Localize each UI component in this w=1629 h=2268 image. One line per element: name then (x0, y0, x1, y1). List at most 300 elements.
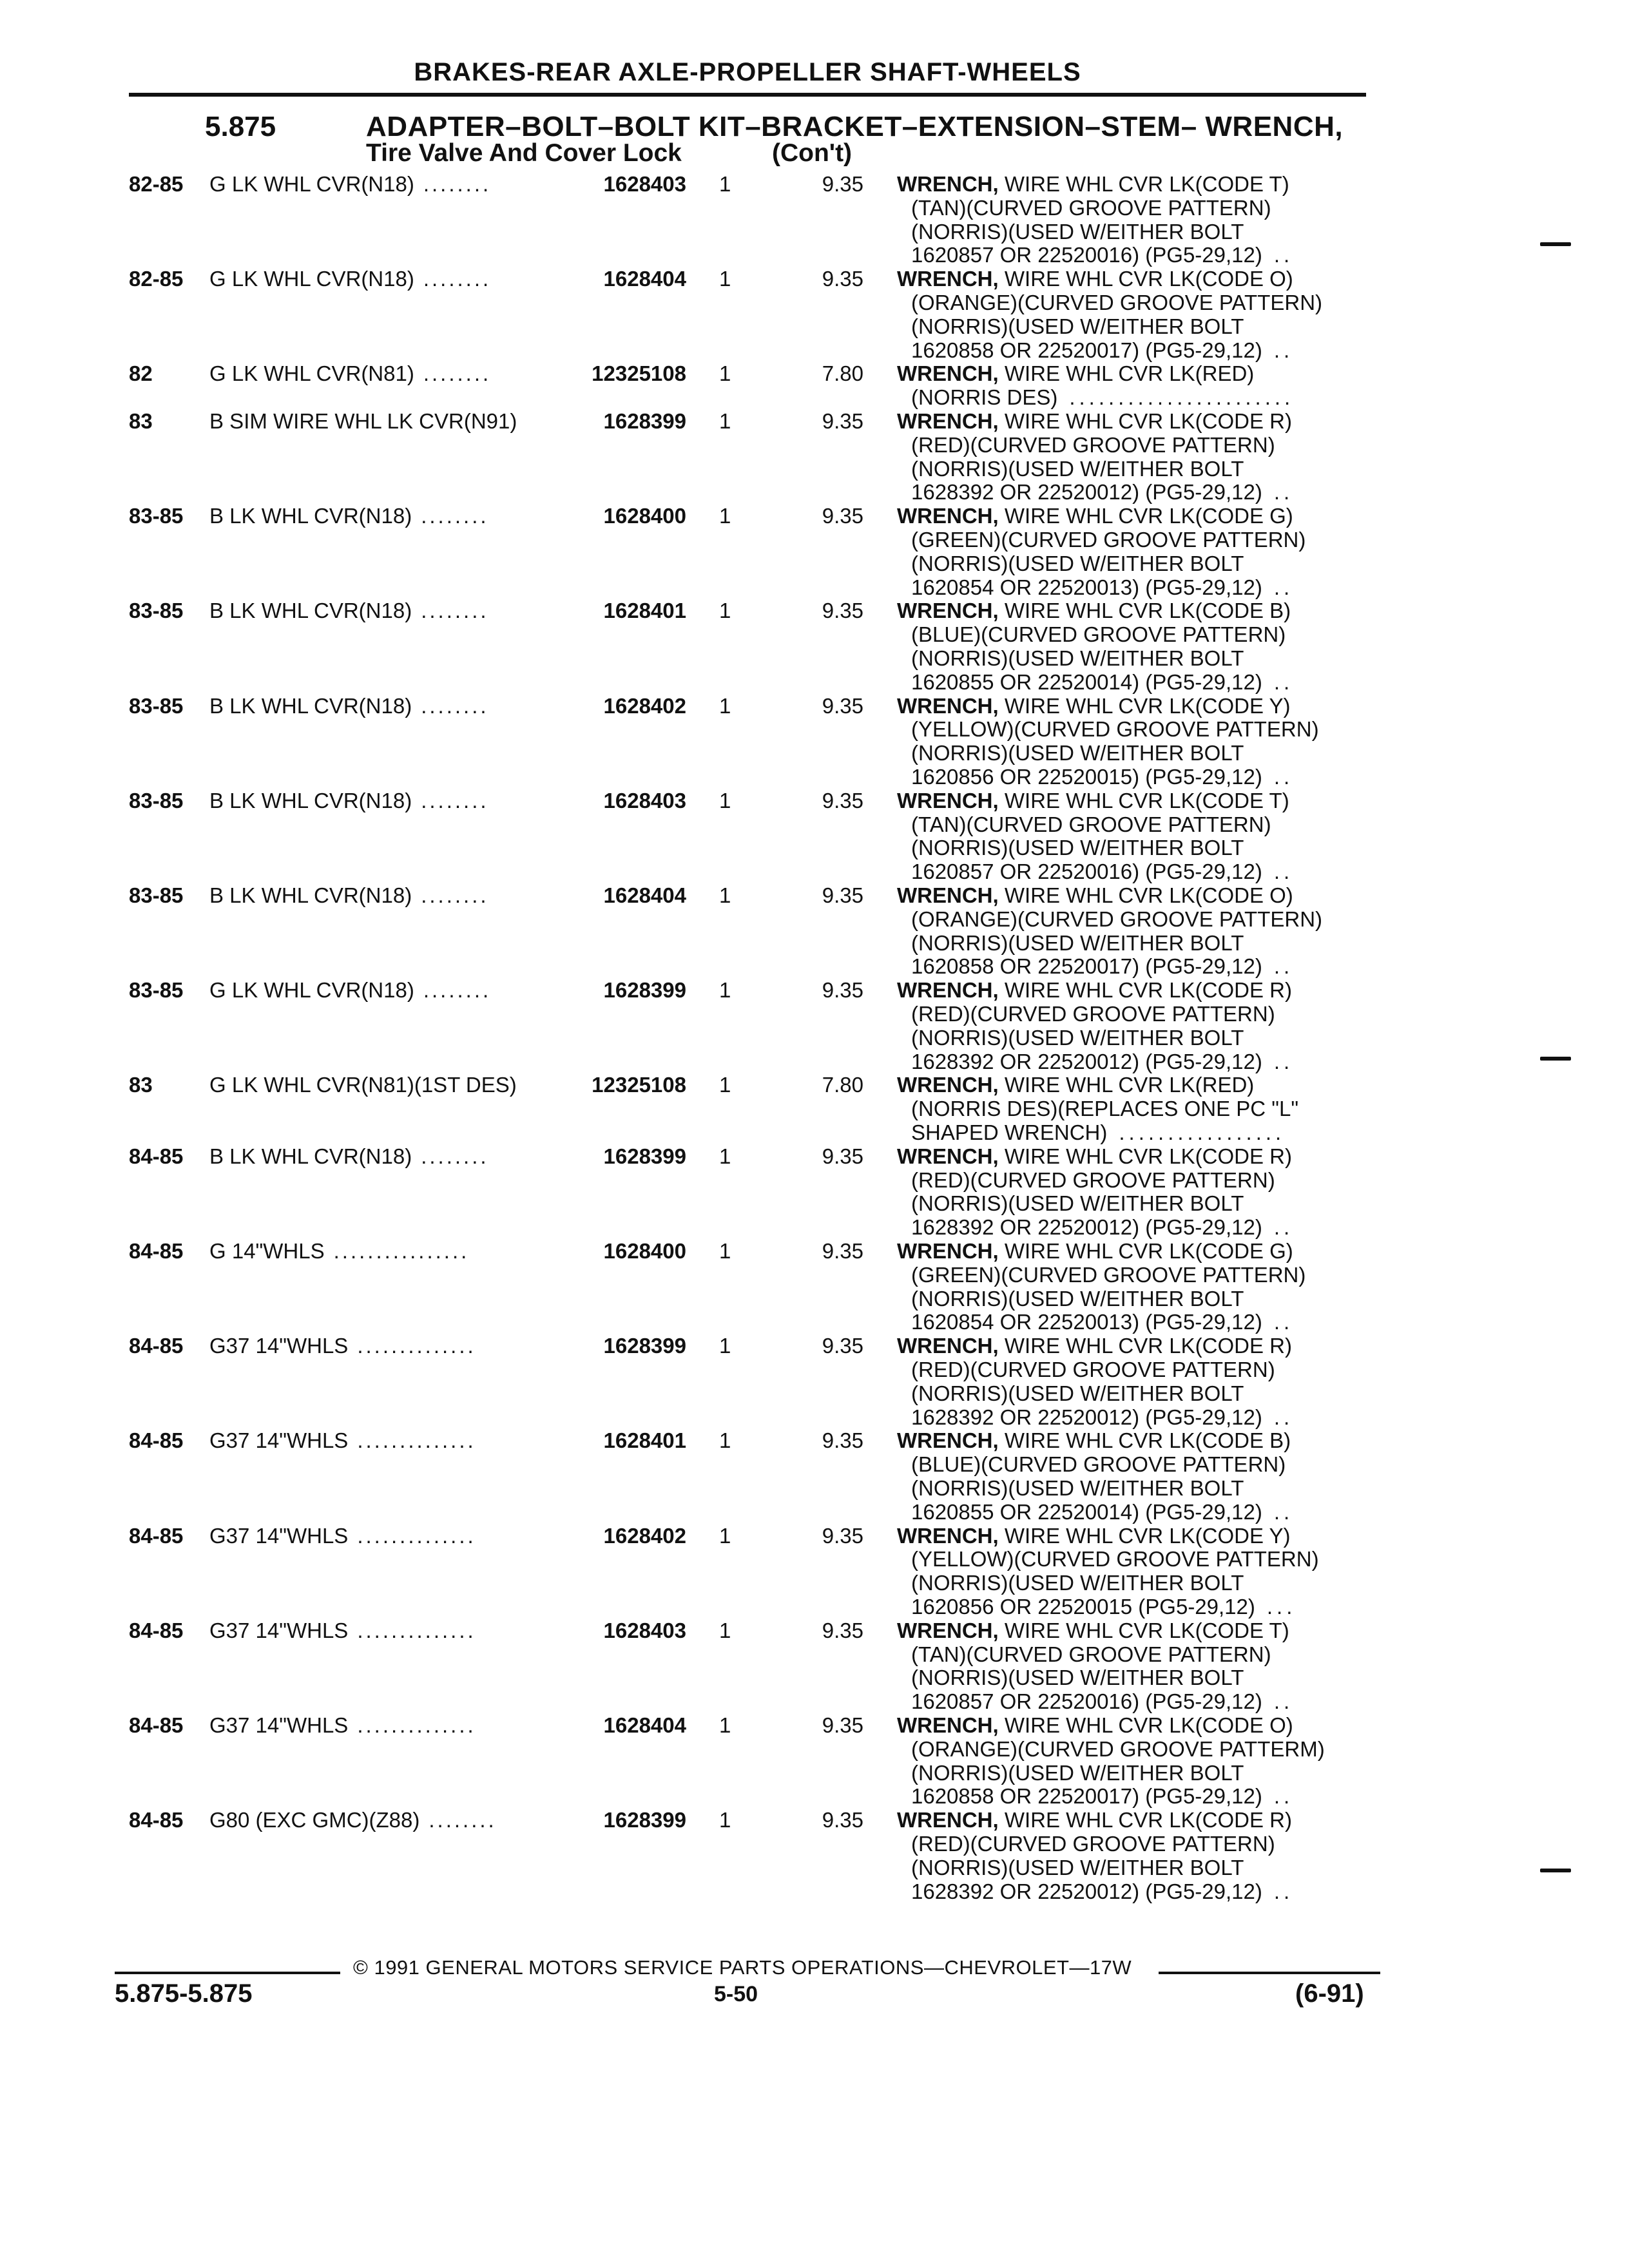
description-text: (BLUE)(CURVED GROOVE PATTERN) (911, 622, 1286, 647)
description-text: 1620857 OR 22520016) (PG5-29,12) (911, 860, 1262, 884)
leader-dots: ........ (423, 361, 492, 386)
application (209, 1334, 476, 1358)
description-line (911, 1785, 1325, 1809)
leader-dots: ........ (421, 504, 489, 528)
description-line (897, 599, 1291, 623)
description-text: 1628392 OR 22520012) (PG5-29,12) (911, 1049, 1262, 1073)
description-line (897, 410, 1292, 434)
description-line (911, 1026, 1306, 1050)
leader-dots: .............. (357, 1618, 476, 1642)
model-years: 84-85 (129, 1428, 184, 1453)
leader-dots: .. (1273, 1879, 1294, 1903)
part-number: 1628399 (603, 978, 686, 1003)
description-line (911, 291, 1322, 315)
description-text: WIRE WHL CVR LK(CODE R) (998, 409, 1292, 433)
leader-dots: ........ (421, 693, 489, 718)
price: 9.35 (822, 1428, 863, 1453)
application-text: G LK WHL CVR(N18) (209, 267, 414, 291)
description-line (911, 1050, 1306, 1074)
section-number: 5.875 (205, 111, 276, 142)
application (209, 1240, 469, 1264)
description-text: WIRE WHL CVR LK(CODE B) (998, 1428, 1291, 1453)
description-line (911, 1311, 1307, 1334)
price: 9.35 (822, 1144, 863, 1168)
description-keyword: WRENCH, (897, 978, 999, 1003)
part-number: 1628404 (603, 1713, 686, 1737)
price: 9.35 (822, 1808, 863, 1832)
description-line (911, 908, 1322, 932)
description-text: WIRE WHL CVR LK(CODE R) (998, 978, 1292, 1003)
description-text: (GREEN)(CURVED GROOVE PATTERN) (911, 527, 1306, 552)
description-line (911, 1287, 1307, 1311)
description-line (911, 1382, 1306, 1406)
description-keyword: WRENCH, (897, 1713, 999, 1737)
footer-section-range: 5.875-5.875 (115, 1979, 253, 2008)
leader-dots: ........ (423, 172, 492, 196)
description (897, 788, 1294, 884)
quantity: 1 (719, 1073, 731, 1097)
application-text: G LK WHL CVR(N81)(1ST DES) (209, 1073, 517, 1097)
description-text: SHAPED WRENCH) (911, 1120, 1108, 1144)
description-line (911, 1097, 1298, 1121)
description-line (911, 671, 1305, 695)
description-text: (NORRIS)(USED W/EITHER BOLT (911, 1475, 1244, 1500)
description-text: 1628392 OR 22520012) (PG5-29,12) (911, 1215, 1262, 1240)
part-number: 1628399 (603, 1334, 686, 1358)
leader-dots: ........ (421, 883, 489, 907)
description-keyword: WRENCH, (897, 504, 999, 528)
price: 9.35 (822, 1713, 863, 1737)
description-keyword: WRENCH, (897, 1523, 999, 1548)
part-number: 1628400 (603, 1239, 686, 1263)
leader-dots: .............. (357, 1334, 476, 1358)
description-text: (ORANGE)(CURVED GROOVE PATTERN) (911, 907, 1323, 931)
section-title: ADAPTER–BOLT–BOLT KIT–BRACKET–EXTENSION–STEM– WRENCH, (366, 111, 1344, 142)
part-number: 1628404 (603, 883, 686, 907)
description-text: WIRE WHL CVR LK(RED) (998, 361, 1255, 386)
description-line (911, 1264, 1307, 1287)
description-line (911, 528, 1307, 552)
description-keyword: WRENCH, (897, 1808, 999, 1832)
description-line (911, 1406, 1306, 1430)
application-text: G37 14"WHLS (209, 1713, 349, 1737)
description-text: (NORRIS)(USED W/EITHER BOLT (911, 219, 1244, 244)
description-line (897, 789, 1289, 813)
quantity: 1 (719, 693, 731, 718)
description-line (911, 1571, 1319, 1595)
footer-page-number: 5-50 (714, 1982, 758, 2006)
description-line (911, 1643, 1304, 1667)
part-number: 1628402 (603, 693, 686, 718)
description-keyword: WRENCH, (897, 1428, 999, 1453)
application-text: B LK WHL CVR(N18) (209, 693, 412, 718)
description-keyword: WRENCH, (897, 788, 999, 812)
description-text: 1620858 OR 22520017) (PG5-29,12) (911, 1784, 1262, 1809)
leader-dots: .. (1273, 1499, 1294, 1524)
description-text: WIRE WHL CVR LK(CODE R) (998, 1334, 1292, 1358)
description-line (897, 1524, 1305, 1548)
footer-rule (1159, 1972, 1380, 1974)
description-line (911, 1477, 1305, 1501)
description-line (911, 481, 1306, 505)
application (209, 1809, 497, 1832)
quantity: 1 (719, 599, 731, 623)
quantity: 1 (719, 1428, 731, 1453)
description-line (911, 1216, 1306, 1240)
description-text: 1620858 OR 22520017) (PG5-29,12) (911, 338, 1262, 362)
model-years: 84-85 (129, 1808, 184, 1832)
description-text: (NORRIS)(USED W/EITHER BOLT (911, 1855, 1244, 1879)
application-text: G 14"WHLS (209, 1239, 325, 1263)
application-text: B LK WHL CVR(N18) (209, 504, 412, 528)
quantity: 1 (719, 788, 731, 812)
model-years: 83 (129, 1073, 153, 1097)
description-text: (RED)(CURVED GROOVE PATTERN) (911, 1168, 1275, 1192)
description-line (911, 552, 1307, 576)
leader-dots: .. (1273, 860, 1294, 884)
application (209, 979, 491, 1003)
description (897, 1145, 1292, 1240)
description-keyword: WRENCH, (897, 1073, 999, 1097)
description (897, 504, 1306, 599)
application (209, 695, 489, 718)
description-text: (RED)(CURVED GROOVE PATTERN) (911, 1831, 1275, 1856)
description-text: 1620857 OR 22520016) (PG5-29,12) (911, 1689, 1262, 1714)
leader-dots: ................. (1119, 1120, 1286, 1144)
description-text: (TAN)(CURVED GROOVE PATTERN) (911, 195, 1271, 220)
description-line (911, 1666, 1304, 1690)
description-text: WIRE WHL CVR LK(CODE G) (998, 504, 1293, 528)
description-text: (ORANGE)(CURVED GROOVE PATTERN) (911, 290, 1323, 314)
model-years: 84-85 (129, 1713, 184, 1737)
description-line (911, 742, 1319, 765)
description-line (911, 1453, 1305, 1477)
price: 9.35 (822, 267, 863, 291)
description-text: WIRE WHL CVR LK(CODE R) (998, 1144, 1292, 1168)
leader-dots: .. (1273, 1049, 1294, 1073)
part-number: 1628399 (603, 1808, 686, 1832)
description-line (911, 244, 1304, 267)
application-text: G80 (EXC GMC)(Z88) (209, 1808, 420, 1832)
quantity: 1 (719, 409, 731, 433)
description-text: WIRE WHL CVR LK(CODE T) (998, 788, 1289, 812)
price: 9.35 (822, 1618, 863, 1642)
application-text: B LK WHL CVR(N18) (209, 599, 412, 623)
quantity: 1 (719, 978, 731, 1003)
description-text: 1620855 OR 22520014) (PG5-29,12) (911, 669, 1262, 694)
price: 7.80 (822, 361, 863, 386)
description (897, 361, 1295, 410)
description-line (911, 576, 1307, 600)
page-header (129, 57, 1366, 97)
model-years: 83-85 (129, 978, 184, 1003)
description-line (897, 1240, 1293, 1264)
description-text: WIRE WHL CVR LK(RED) (998, 1073, 1255, 1097)
margin-mark (1540, 1869, 1571, 1872)
margin-mark (1540, 242, 1571, 246)
description-text: (BLUE)(CURVED GROOVE PATTERN) (911, 1452, 1286, 1477)
description-text: (NORRIS)(USED W/EITHER BOLT (911, 1381, 1244, 1405)
description-text: WIRE WHL CVR LK(CODE Y) (998, 1523, 1291, 1548)
description (897, 883, 1323, 979)
application-text: G LK WHL CVR(N18) (209, 172, 414, 196)
model-years: 83 (129, 409, 153, 433)
description-keyword: WRENCH, (897, 1334, 999, 1358)
application (209, 1429, 476, 1453)
description-text: (NORRIS DES)(REPLACES ONE PC "L" (911, 1097, 1299, 1121)
application-text: G37 14"WHLS (209, 1334, 349, 1358)
section-subtitle: Tire Valve And Cover Lock (366, 139, 682, 167)
description-text: (NORRIS DES) (911, 385, 1058, 410)
description-text: (YELLOW)(CURVED GROOVE PATTERN) (911, 717, 1319, 742)
leader-dots: .. (1273, 243, 1294, 267)
application-text: G LK WHL CVR(N18) (209, 978, 414, 1003)
description-text: (NORRIS)(USED W/EITHER BOLT (911, 314, 1244, 338)
model-years: 84-85 (129, 1144, 184, 1168)
price: 9.35 (822, 1334, 863, 1358)
margin-mark (1540, 1057, 1571, 1061)
description-text: (NORRIS)(USED W/EITHER BOLT (911, 836, 1244, 860)
description-line (911, 860, 1304, 884)
description-text: WIRE WHL CVR LK(CODE Y) (998, 693, 1291, 718)
application (209, 505, 489, 528)
description-line (897, 362, 1280, 386)
header-rule (129, 93, 1366, 97)
description-line (911, 1880, 1306, 1904)
description-text: (NORRIS)(USED W/EITHER BOLT (911, 741, 1244, 765)
description-text: (ORANGE)(CURVED GROOVE PATTERM) (911, 1736, 1325, 1761)
description-line (897, 1714, 1311, 1738)
leader-dots: .. (1273, 1310, 1294, 1334)
part-number: 1628403 (603, 788, 686, 812)
description-text: WIRE WHL CVR LK(CODE G) (998, 1239, 1293, 1263)
page-title: BRAKES-REAR AXLE-PROPELLER SHAFT-WHEELS (414, 58, 1081, 86)
description-line (897, 695, 1305, 718)
description-keyword: WRENCH, (897, 1618, 999, 1642)
description-text: (NORRIS)(USED W/EITHER BOLT (911, 930, 1244, 955)
footer-rule (115, 1972, 340, 1974)
description-text: (NORRIS)(USED W/EITHER BOLT (911, 1191, 1244, 1216)
description-text: 1620854 OR 22520013) (PG5-29,12) (911, 575, 1262, 599)
model-years: 84-85 (129, 1334, 184, 1358)
leader-dots: .............. (357, 1428, 476, 1453)
description-text: WIRE WHL CVR LK(CODE O) (998, 267, 1293, 291)
quantity: 1 (719, 361, 731, 386)
leader-dots: .. (1273, 1215, 1294, 1240)
leader-dots: ........ (421, 1144, 489, 1168)
application (209, 1524, 476, 1548)
description-line (911, 623, 1305, 647)
application-text: G LK WHL CVR(N81) (209, 361, 414, 386)
description-line (911, 813, 1304, 837)
description-text: 1628392 OR 22520012) (PG5-29,12) (911, 1879, 1262, 1903)
quantity: 1 (719, 1713, 731, 1737)
description-text: 1620856 OR 22520015) (PG5-29,12) (911, 764, 1262, 789)
application (209, 1073, 517, 1097)
description-line (897, 1619, 1289, 1643)
description-line (897, 1145, 1292, 1169)
quantity: 1 (719, 1523, 731, 1548)
description-text: (NORRIS)(USED W/EITHER BOLT (911, 1760, 1244, 1785)
description-keyword: WRENCH, (897, 1239, 999, 1263)
description-line (911, 1856, 1306, 1880)
price: 9.35 (822, 788, 863, 812)
footer-copyright: © 1991 GENERAL MOTORS SERVICE PARTS OPERATIONS—CHEVROLET—17W (353, 1956, 1132, 1979)
description (897, 267, 1323, 362)
part-number: 1628401 (603, 599, 686, 623)
description-line (911, 1192, 1306, 1216)
application (209, 789, 489, 813)
quantity: 1 (719, 1334, 731, 1358)
section-continued: (Con't) (772, 139, 853, 167)
description-text: (YELLOW)(CURVED GROOVE PATTERN) (911, 1547, 1319, 1571)
description-text: WIRE WHL CVR LK(CODE T) (998, 172, 1289, 196)
application-text: G37 14"WHLS (209, 1618, 349, 1642)
description-line (911, 955, 1322, 979)
description-keyword: WRENCH, (897, 1144, 999, 1168)
description-line (897, 505, 1293, 528)
price: 9.35 (822, 978, 863, 1003)
description-text: 1620856 OR 22520015 (PG5-29,12) (911, 1594, 1255, 1619)
description-line (911, 1501, 1305, 1524)
description-line (911, 1548, 1319, 1571)
quantity: 1 (719, 1618, 731, 1642)
application-text: B LK WHL CVR(N18) (209, 883, 412, 907)
model-years: 83-85 (129, 599, 184, 623)
leader-dots: ........ (429, 1808, 497, 1832)
description-line (911, 1690, 1304, 1714)
description-line (911, 836, 1304, 860)
quantity: 1 (719, 1239, 731, 1263)
leader-dots: .. (1273, 1405, 1294, 1429)
model-years: 84-85 (129, 1239, 184, 1263)
description-text: (TAN)(CURVED GROOVE PATTERN) (911, 1642, 1271, 1666)
description (897, 693, 1319, 789)
description-text: (NORRIS)(USED W/EITHER BOLT (911, 1666, 1244, 1690)
part-number: 1628404 (603, 267, 686, 291)
description-text: (NORRIS)(USED W/EITHER BOLT (911, 1286, 1244, 1311)
price: 9.35 (822, 504, 863, 528)
part-number: 12325108 (592, 361, 686, 386)
price: 9.35 (822, 1523, 863, 1548)
application-text: B LK WHL CVR(N18) (209, 788, 412, 812)
description-text: 1620854 OR 22520013) (PG5-29,12) (911, 1310, 1262, 1334)
application-text: B LK WHL CVR(N18) (209, 1144, 412, 1168)
part-number: 1628403 (603, 1618, 686, 1642)
description-text: 1628392 OR 22520012) (PG5-29,12) (911, 480, 1262, 505)
quantity: 1 (719, 883, 731, 907)
leader-dots: ....................... (1069, 385, 1295, 410)
description-text: (RED)(CURVED GROOVE PATTERN) (911, 1001, 1275, 1026)
quantity: 1 (719, 1144, 731, 1168)
description (897, 599, 1294, 694)
description-line (897, 173, 1289, 197)
description (897, 1428, 1294, 1524)
description-text: (NORRIS)(USED W/EITHER BOLT (911, 646, 1244, 670)
application (209, 410, 517, 434)
description-line (911, 1358, 1306, 1382)
description-text: 1620858 OR 22520017) (PG5-29,12) (911, 954, 1262, 979)
model-years: 84-85 (129, 1618, 184, 1642)
model-years: 82 (129, 361, 153, 386)
description-text: (NORRIS)(USED W/EITHER BOLT (911, 456, 1244, 481)
part-number: 1628401 (603, 1428, 686, 1453)
description-line (911, 315, 1322, 339)
leader-dots: ........ (421, 788, 489, 812)
description-line (911, 386, 1294, 410)
description-line (911, 647, 1305, 671)
leader-dots: .. (1273, 764, 1294, 789)
description (897, 979, 1292, 1073)
application-text: G37 14"WHLS (209, 1523, 349, 1548)
description-line (911, 1738, 1325, 1762)
description-line (911, 1169, 1306, 1193)
description-line (897, 884, 1308, 908)
leader-dots: ........ (421, 599, 489, 623)
price: 9.35 (822, 883, 863, 907)
application (209, 1145, 489, 1169)
description (897, 172, 1294, 267)
description-text: (NORRIS)(USED W/EITHER BOLT (911, 1025, 1244, 1050)
leader-dots: ........ (423, 267, 492, 291)
application (209, 362, 491, 386)
model-years: 83-85 (129, 504, 184, 528)
description-keyword: WRENCH, (897, 693, 999, 718)
part-number: 1628403 (603, 172, 686, 196)
description (897, 1809, 1292, 1903)
description-keyword: WRENCH, (897, 883, 999, 907)
description-line (911, 1762, 1325, 1785)
leader-dots: .. (1273, 954, 1294, 979)
leader-dots: ........ (423, 978, 492, 1003)
description-line (897, 1429, 1291, 1453)
description (897, 1618, 1294, 1714)
description-text: (RED)(CURVED GROOVE PATTERN) (911, 432, 1275, 457)
model-years: 83-85 (129, 883, 184, 907)
leader-dots: .. (1273, 338, 1294, 362)
description-line (911, 220, 1304, 244)
quantity: 1 (719, 267, 731, 291)
application (209, 599, 489, 623)
description (897, 1073, 1299, 1144)
part-number: 1628399 (603, 409, 686, 433)
description-line (897, 1334, 1292, 1358)
description-text: (NORRIS)(USED W/EITHER BOLT (911, 1571, 1244, 1595)
description-text: WIRE WHL CVR LK(CODE R) (998, 1808, 1292, 1832)
description-keyword: WRENCH, (897, 267, 999, 291)
price: 9.35 (822, 599, 863, 623)
price: 9.35 (822, 1239, 863, 1263)
application (209, 267, 491, 291)
application-text: B SIM WIRE WHL LK CVR(N91) (209, 409, 517, 433)
application (209, 1619, 476, 1643)
description-line (911, 434, 1306, 457)
leader-dots: .. (1273, 1689, 1294, 1714)
footer-date: (6-91) (1295, 1979, 1364, 2008)
leader-dots: .. (1273, 1784, 1294, 1809)
part-number: 1628402 (603, 1523, 686, 1548)
description-line (911, 1121, 1298, 1145)
leader-dots: ... (1266, 1594, 1296, 1619)
leader-dots: .. (1273, 480, 1294, 505)
model-years: 82-85 (129, 172, 184, 196)
leader-dots: .............. (357, 1713, 476, 1737)
description-line (911, 457, 1306, 481)
description-text: 1620857 OR 22520016) (PG5-29,12) (911, 243, 1262, 267)
description-keyword: WRENCH, (897, 599, 999, 623)
description-line (911, 765, 1319, 789)
description (897, 1713, 1325, 1809)
